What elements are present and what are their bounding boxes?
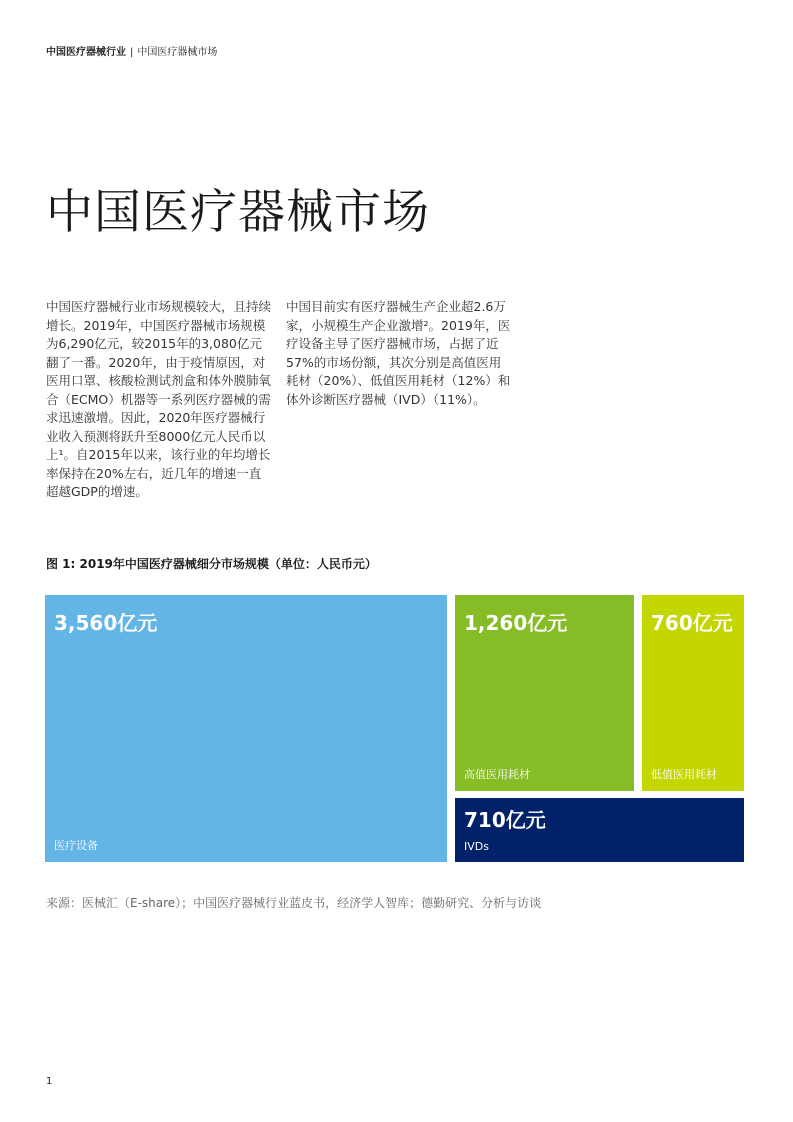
treemap-tile-medical-equipment [45,595,447,862]
treemap-tile-high-value-consumables [455,595,634,791]
body-text-left: 中国医疗器械行业市场规模较大，且持续增长。2019年，中国医疗器械市场规模为6,290亿元，较2015年的3,080亿元翻了一番。2020年，由于疫情原因，对医用口罩、核酸检测试剂盒和体外膜肺氧合（ECMO）机器等一系列医疗器械的需求迅速激增。因此，2020年医疗器械行业收入预测将跃升至8000亿元人民币以上¹。自2015年以来，该行业的年均增长率保持在20%左右，近几年的增速一直超越GDP的增速。 [46,299,272,499]
treemap-tile-low-value-consumables [642,595,744,791]
running-header [46,43,217,58]
tile-value: 760亿元 [651,611,733,635]
page-title: 中国医疗器械市场 [46,185,430,240]
treemap-tile-ivds [455,798,744,862]
tile-label: 低值医用耗材 [651,768,717,781]
tile-label: IVDs [464,840,489,853]
header-separator: | [130,47,134,58]
body-text-right: 中国目前实有医疗器械生产企业超2.6万家，小规模生产企业激增²。2019年，医疗设备主导了医疗器械市场，占据了近57%的市场份额，其次分别是高值医用耗材（20%）、低值医用耗材（12%）和体外诊断医疗器械（IVD）（11%）。 [286,299,511,407]
tile-label: 医疗设备 [54,839,98,852]
tile-value: 3,560亿元 [54,611,158,635]
tile-value: 710亿元 [464,808,546,832]
header-subsection: 中国医疗器械市场 [137,47,218,58]
header-section: 中国医疗器械行业 [46,47,126,58]
figure-title: 图 1: 2019年中国医疗器械细分市场规模（单位：人民币元） [46,557,377,571]
page-number: 1 [46,1076,53,1087]
tile-value: 1,260亿元 [464,611,568,635]
tile-label: 高值医用耗材 [464,768,530,781]
source-note: 来源：医械汇（E-share）；中国医疗器械行业蓝皮书，经济学人智库；德勤研究、分析与访谈 [46,896,542,910]
